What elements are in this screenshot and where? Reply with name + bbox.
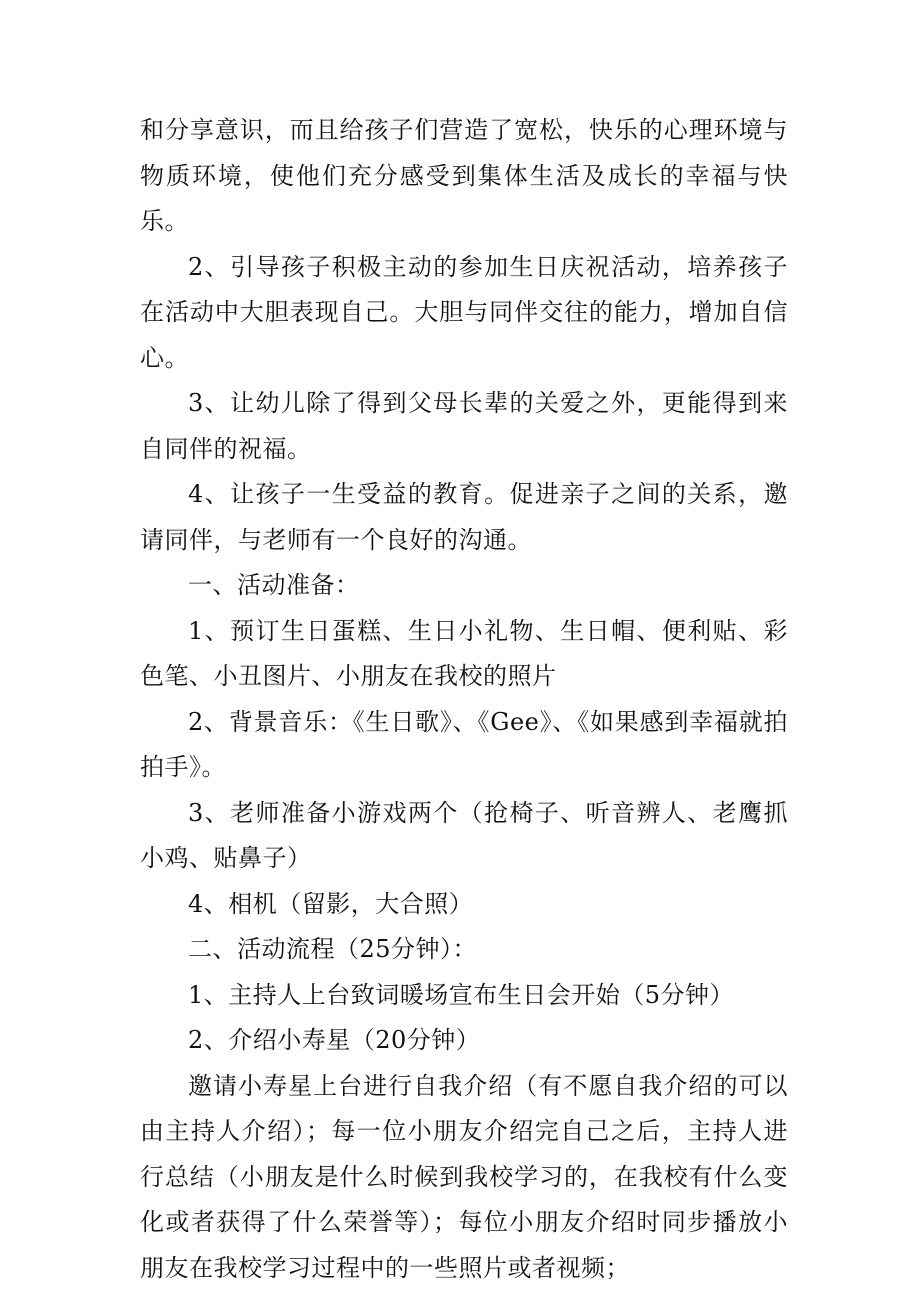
paragraph-process-details: 邀请小寿星上台进行自我介绍（有不愿自我介绍的可以由主持人介绍）；每一位小朋友介绍完自己之后，主持人进行总结（小朋友是什么时候到我校学习的，在我校有什么变化或者获得了什么荣誉等）；每位小朋友介绍时同步播放小朋友在我校学习过程中的一些照片或者视频； <box>140 1071 788 1282</box>
paragraph-continued-intro: 和分享意识，而且给孩子们营造了宽松，快乐的心理环境与物质环境，使他们充分感受到集体生活及成长的幸福与快乐。 <box>140 116 788 235</box>
paragraph-prep-1: 1、预订生日蛋糕、生日小礼物、生日帽、便利贴、彩色笔、小丑图片、小朋友在我校的照片 <box>140 616 788 690</box>
paragraph-prep-4: 4、相机（留影，大合照） <box>188 889 474 918</box>
paragraph-goal-2: 2、引导孩子积极主动的参加生日庆祝活动，培养孩子在活动中大胆表现自己。大胆与同伴交往的能力，增加自信心。 <box>140 252 788 372</box>
paragraph-prep-2: 2、背景音乐：《生日歌》、《Gee》、《如果感到幸福就拍拍手》。 <box>140 707 788 781</box>
paragraph-goal-4: 4、让孩子一生受益的教育。促进亲子之间的关系，邀请同伴，与老师有一个良好的沟通。 <box>140 480 788 554</box>
paragraph-prep-3: 3、老师准备小游戏两个（抢椅子、听音辨人、老鹰抓小鸡、贴鼻子） <box>140 798 788 872</box>
document-body <box>140 108 788 1291</box>
paragraph-goal-3: 3、让幼儿除了得到父母长辈的关爱之外，更能得到来自同伴的祝福。 <box>140 389 788 463</box>
paragraph-process-1: 1、主持人上台致词暖场宣布生日会开始（5分钟） <box>188 980 735 1009</box>
paragraph-process-2: 2、介绍小寿星（20分钟） <box>188 1026 481 1054</box>
section-heading-preparation: 一、活动准备： <box>188 571 360 599</box>
section-heading-process: 二、活动流程（25分钟）： <box>188 935 478 963</box>
